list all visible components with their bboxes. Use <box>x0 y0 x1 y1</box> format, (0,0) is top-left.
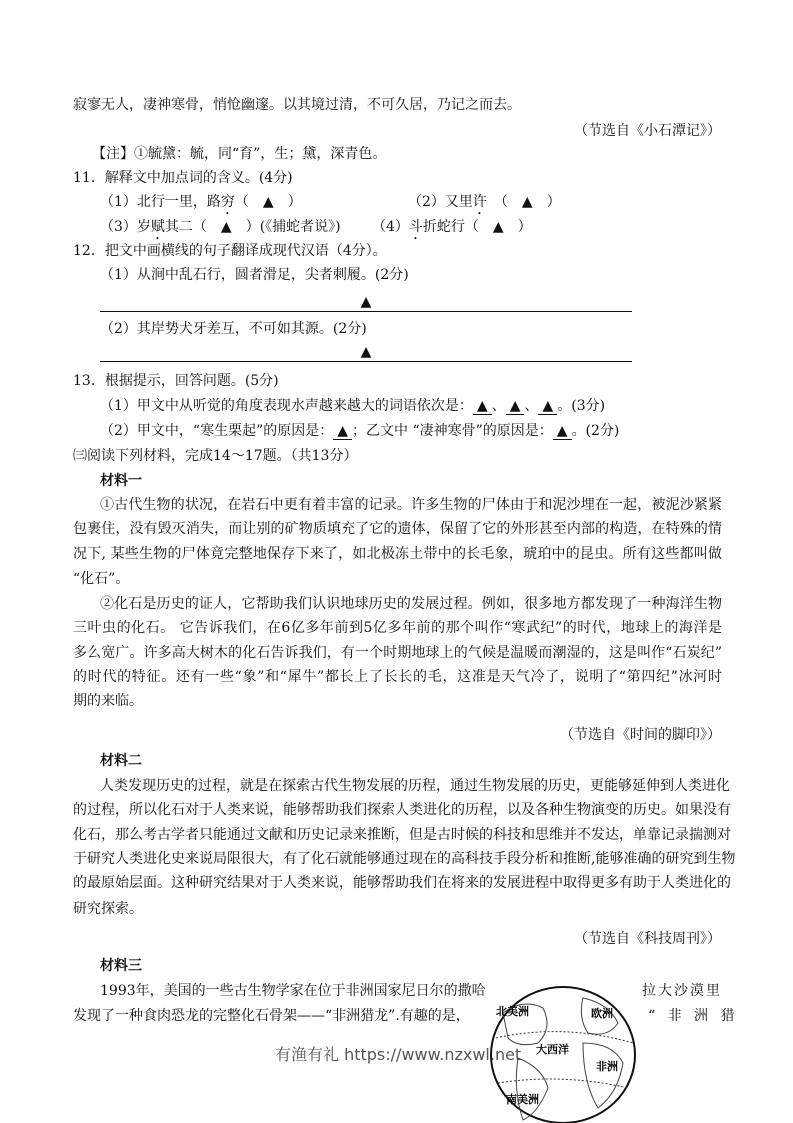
paragraph-line: 化石，那么考古学者只能通过文献和历史记录来推断，但是古时候的科技和思维并不发达，单靠记录揣测对 <box>73 827 731 843</box>
paragraph-line: 拉大沙漠里 <box>642 983 722 999</box>
q12-item-1: （1）从涧中乱石行，圆者滑足，尖者刺履。(2分) <box>100 267 409 283</box>
answer-blank[interactable]: ▲ <box>553 423 572 440</box>
globe-label: 大西洋 <box>536 1043 569 1056</box>
q11-item-2 <box>408 192 561 218</box>
answer-blank[interactable]: 其二（ ▲ ）(《捕蛇者说》) <box>164 219 341 235</box>
passage-tail: 寂寥无人，凄神寒骨，悄怆幽邃。以其境过清，不可久居，乃记之而去。 <box>73 97 521 113</box>
paragraph-line: 包裹住，没有毁灭消失，而让别的矿物质填充了它的遗体，保留了它的外形甚至内部的构造，在特殊的情 <box>73 521 722 537</box>
q13-item-text: （1）甲文中从听觉的角度表现水声越来越大的词语依次是： <box>100 398 473 414</box>
paragraph-line: 况下, 某些生物的尸体竟完整地保存下来了，如北极冻土带中的长毛象，琥珀中的昆虫。所有这些都叫做 <box>73 546 722 562</box>
answer-blank[interactable]: （ ▲ ） <box>234 194 302 210</box>
answer-blank[interactable]: 折蛇行（ ▲ ） <box>422 219 532 235</box>
dotted-word: 赋 <box>150 219 165 235</box>
paragraph-line: 人类发现历史的过程，就是在探索古代生物发展的历程，通过生物发展的历史，更能够延伸到人类进化 <box>100 778 730 794</box>
globe-label: 非洲 <box>596 1060 618 1073</box>
paragraph-line: 于研究人类进化史来说局限很大，有了化石就能够通过现在的高科技手段分析和推断,能够准确的研究到生物 <box>73 851 736 867</box>
paragraph-line: ①古代生物的状况，在岩石中更有着丰富的记录。许多生物的尸体由于和泥沙埋在一起，被泥沙紧紧 <box>100 497 722 513</box>
answer-blank[interactable]: ▲ <box>473 398 492 415</box>
globe-label: 南美洲 <box>506 1093 539 1106</box>
q11-item-4 <box>372 217 532 243</box>
q13-item-text: （2）甲文中，“寒生栗起”的原因是： <box>100 423 334 439</box>
q11-stem: 11．解释文中加点词的含义。(4分) <box>73 170 293 186</box>
answer-line-1[interactable]: ▲ <box>100 293 632 312</box>
q13-stem: 13．根据提示，回答问题。(5分) <box>73 373 279 389</box>
dotted-word: 斗 <box>408 219 423 235</box>
q13-item-2 <box>100 421 619 441</box>
paragraph-line: “化石”。 <box>73 571 130 587</box>
source-citation: （节选自《科技周刊》） <box>574 931 721 947</box>
q11-item-text: （2）又里 <box>408 194 473 210</box>
material-3-title: 材料三 <box>100 958 142 974</box>
source-citation: （节选自《时间的脚印》） <box>560 727 721 743</box>
annotation-note: 【注】①毓黛：毓，同“育”，生；黛，深青色。 <box>92 146 387 162</box>
source-citation: （节选自《小石潭记》） <box>574 123 721 139</box>
q12-item-2: （2）其岸势犬牙差互，不可如其源。(2分) <box>100 321 367 337</box>
paragraph-line: 的时代的特征。还有一些“象”和“犀牛”都长上了长长的毛，这准是天气冷了，说明了“第四纪”冰河时 <box>73 669 722 685</box>
dotted-word: 穷 <box>220 194 235 210</box>
material-1-title: 材料一 <box>100 473 142 489</box>
score: 。(2分) <box>571 423 620 439</box>
q13-item-text: ；乙文中 “凄神寒骨”的原因是： <box>352 423 553 439</box>
q11-item-text: （3）岁 <box>100 219 151 235</box>
section-heading: ㈢阅读下列材料，完成14～17题。（共13分） <box>73 448 358 464</box>
answer-blank[interactable]: ▲ <box>538 398 557 415</box>
q12-stem: 12．把文中画横线的句子翻译成现代汉语（4分）。 <box>73 243 387 259</box>
paragraph-line: ②化石是历史的证人，它帮助我们认识地球历史的发展过程。例如，很多地方都发现了一种海洋生物 <box>100 596 722 612</box>
paragraph-line: 三叶虫的化石。 它告诉我们，在6亿多年前到5亿多年前的那个叫作“寒武纪”的时代，地球上的海洋是 <box>73 620 722 636</box>
globe-label: 北美洲 <box>496 1005 529 1018</box>
answer-blank[interactable]: ▲ <box>506 398 525 415</box>
separator: 、 <box>524 398 539 414</box>
paragraph-line: 多么宽广。许多高大树木的化石告诉我们，有一个时期地球上的气候是温暖而潮湿的，这是叫作“石炭纪” <box>73 645 722 661</box>
separator: 、 <box>491 398 506 414</box>
material-2-title: 材料二 <box>100 753 142 769</box>
globe-map-image <box>488 983 638 1123</box>
paragraph-line: 的过程，所以化石对于人类来说，能够帮助我们探索人类进化的历程，以及各种生物演变的历史。如果没有 <box>73 802 731 818</box>
paragraph-line: “ 非 洲 猎 <box>648 1008 739 1024</box>
answer-line-2[interactable]: ▲ <box>100 343 632 362</box>
q11-item-text: （1）北行一里，路 <box>100 194 221 210</box>
paragraph-line: 期的来临。 <box>73 693 143 709</box>
q11-item-1 <box>100 192 302 218</box>
globe-label: 欧洲 <box>591 1007 613 1020</box>
score: 。(3分) <box>557 398 606 414</box>
answer-blank[interactable]: （ ▲ ） <box>486 194 561 210</box>
watermark: 有渔有礼 https://www.nzxwl.net <box>275 1045 522 1064</box>
answer-blank[interactable]: ▲ <box>333 423 352 440</box>
paragraph-line: 发现了一种食肉恐龙的完整化石骨架——“非洲猎龙”.有趣的是， <box>73 1008 470 1024</box>
q11-item-text: （4） <box>372 219 409 235</box>
paragraph-line: 的最原始层面。这种研究结果对于人类来说，能够帮助我们在将来的发展进程中取得更多有助于人类进化的 <box>73 875 731 891</box>
paragraph-line: 研究探索。 <box>73 901 143 917</box>
dotted-word: 许 <box>472 194 487 210</box>
q13-item-1 <box>100 396 605 416</box>
paragraph-line: 1993年，美国的一些古生物学家在位于非洲国家尼日尔的撒哈 <box>100 983 486 999</box>
q11-item-3 <box>100 217 341 243</box>
